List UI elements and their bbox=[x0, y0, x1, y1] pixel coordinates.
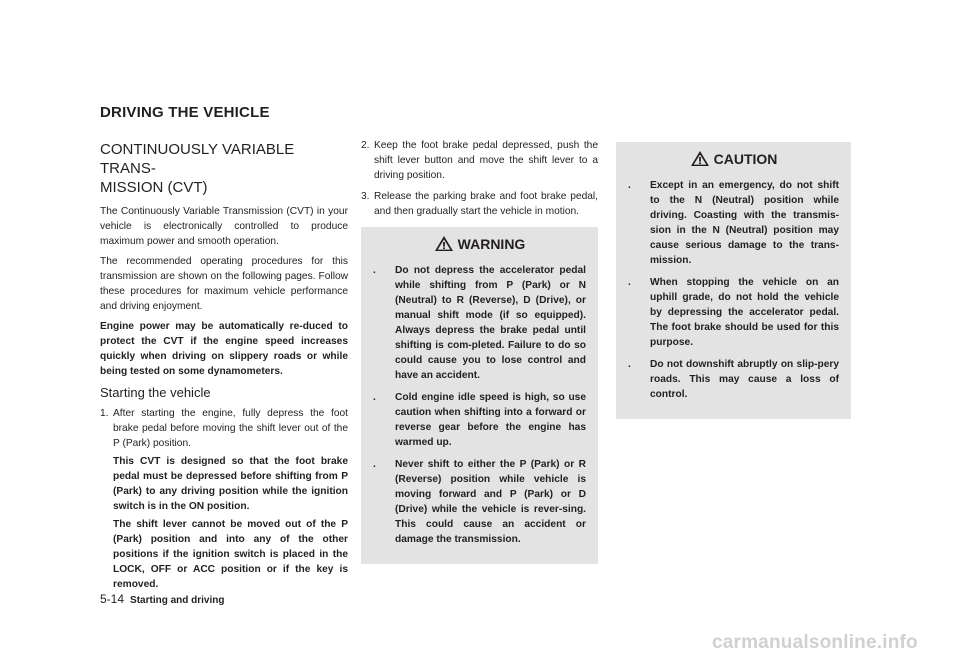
caution-text: Do not downshift abruptly on slip-pery roads. This may cause a loss of control. bbox=[650, 359, 839, 400]
caution-item bbox=[628, 275, 839, 350]
section-name: Starting and driving bbox=[130, 595, 225, 606]
step-number: 1. bbox=[100, 408, 109, 419]
procedure-paragraph: The recommended operating procedures for this transmission are shown on the following pages. Follow these procedures for maximum vehicle performance and driving enjoyment. bbox=[100, 256, 348, 312]
warning-title: WARNING bbox=[457, 236, 526, 252]
step-note: This CVT is designed so that the foot brake pedal must be depressed before shifting from P (Park) to any driving position while the ignition switch is in the ON position. bbox=[113, 456, 348, 512]
column-1 bbox=[100, 138, 348, 598]
column-2 bbox=[361, 138, 598, 564]
warning-text: Cold engine idle speed is high, so use caution when shifting into a forward or reverse gear before the engine has warmed up. bbox=[395, 392, 586, 448]
column-3 bbox=[616, 138, 851, 419]
intro-paragraph: The Continuously Variable Transmission (CVT) in your vehicle is electronically controlled to produce maximum power and smooth operation. bbox=[100, 206, 348, 247]
step-2 bbox=[361, 138, 598, 183]
step-text: Release the parking brake and foot brake pedal, and then gradually start the vehicle in motion. bbox=[374, 191, 598, 217]
step-number: 3. bbox=[361, 191, 370, 202]
warning-item bbox=[373, 457, 586, 547]
caution-triangle-icon bbox=[690, 150, 710, 167]
step-text: Keep the foot brake pedal depressed, push the shift lever button and move the shift lever to a driving position. bbox=[374, 140, 598, 181]
bullet: . bbox=[628, 359, 631, 370]
watermark: carmanualsonline.info bbox=[712, 632, 918, 653]
caution-heading bbox=[628, 146, 839, 172]
caution-item bbox=[628, 178, 839, 268]
step-1 bbox=[100, 406, 348, 592]
step-number: 2. bbox=[361, 140, 370, 151]
caution-box bbox=[616, 142, 851, 419]
cvt-title: CONTINUOUSLY VARIABLE TRANS- MISSION (CVT) bbox=[100, 141, 295, 196]
step-note: The shift lever cannot be moved out of the P (Park) position and into any of the other positions if the ignition switch is placed in the LOCK, OFF or ACC position or if the key is removed. bbox=[113, 519, 348, 590]
caution-item bbox=[628, 357, 839, 402]
caution-text: When stopping the vehicle on an uphill grade, do not hold the vehicle by depressing the accelerator pedal. The foot brake should be used for this purpose. bbox=[650, 277, 839, 348]
page-number: 5-14 bbox=[100, 592, 125, 606]
step-text: After starting the engine, fully depress the foot brake pedal before moving the shift lever out of the P (Park) position. bbox=[113, 408, 348, 449]
warning-box bbox=[361, 227, 598, 564]
caution-title: CAUTION bbox=[713, 151, 778, 167]
page-footer bbox=[100, 592, 224, 606]
bullet: . bbox=[373, 392, 376, 403]
bullet: . bbox=[373, 459, 376, 470]
caution-text: Except in an emergency, do not shift to the N (Neutral) position while driving. Coasting with the transmis-sion in the N (Neutral) position may cause serious damage to the trans-mission. bbox=[650, 180, 839, 266]
warning-triangle-icon bbox=[434, 235, 454, 252]
warning-text: Never shift to either the P (Park) or R (Reverse) position while vehicle is moving forward and P (Park) or D (Drive) while the vehicle is rever-sing. This could cause an accident or damage the transmission. bbox=[395, 459, 586, 545]
starting-vehicle-heading: Starting the vehicle bbox=[100, 385, 211, 400]
engine-power-note: Engine power may be automatically re-duced to protect the CVT if the engine speed increases quickly when driving on slippery roads or while being tested on some dynamometers. bbox=[100, 321, 348, 377]
bullet: . bbox=[628, 180, 631, 191]
step-3 bbox=[361, 189, 598, 219]
bullet: . bbox=[373, 265, 376, 276]
warning-item bbox=[373, 263, 586, 383]
bullet: . bbox=[628, 277, 631, 288]
warning-item bbox=[373, 390, 586, 450]
warning-heading bbox=[373, 231, 586, 257]
warning-text: Do not depress the accelerator pedal while shifting from P (Park) or N (Neutral) to R (Reverse), D (Drive), or manual shift mode (if so equipped). Always depress the brake pedal until shifting is com-pleted. Failure to do so could cause you to lose control and have an accident. bbox=[395, 265, 586, 381]
section-header: DRIVING THE VEHICLE bbox=[100, 104, 270, 121]
